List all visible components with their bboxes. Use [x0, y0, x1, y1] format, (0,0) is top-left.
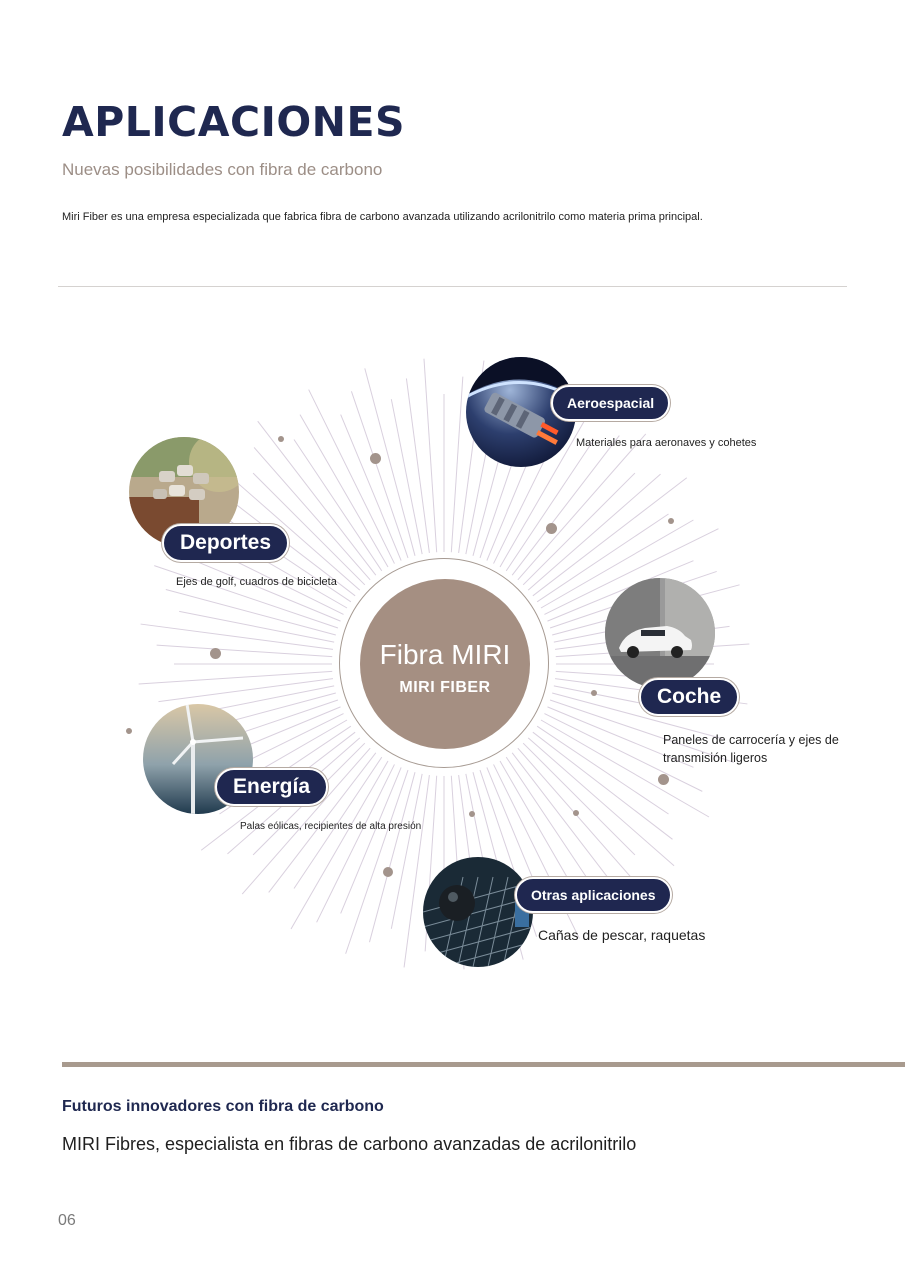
ray-line — [341, 767, 401, 913]
ray-line — [341, 415, 401, 561]
decor-dot — [278, 436, 284, 442]
application-description-aeroespacial: Materiales para aeronaves y cohetes — [576, 437, 757, 449]
decor-dot — [668, 518, 674, 524]
divider — [58, 286, 847, 287]
footer-text: MIRI Fibres, especialista en fibras de carbono avanzadas de acrilonitrilo — [62, 1134, 637, 1154]
application-label-coche: Coche — [639, 678, 739, 716]
hub-title: Fibra MIRI — [379, 639, 511, 670]
decor-dot — [573, 810, 579, 816]
hub-subtitle: MIRI FIBER — [399, 679, 491, 696]
decor-dot — [210, 648, 221, 659]
application-label-otras: Otras aplicaciones — [515, 877, 672, 913]
application-description-energia: Palas eólicas, recipientes de alta presión — [240, 821, 422, 832]
ray-line — [451, 377, 463, 553]
decor-dot — [370, 453, 381, 464]
page-title: APLICACIONES — [62, 98, 406, 146]
ray-line — [195, 561, 341, 621]
application-description-coche: Paneles de carrocería y ejes de transmisión ligeros — [663, 733, 839, 765]
decor-dot — [126, 728, 132, 734]
intro-text: Miri Fiber es una empresa especializada que fabrica fibra de carbono avanzada utilizando acrilonitrilo como materia prima principal. — [62, 211, 703, 223]
tennis-racket-photo — [423, 857, 533, 967]
ray-line — [166, 589, 336, 635]
decor-dot — [383, 867, 393, 877]
decor-dot — [546, 523, 557, 534]
ray-line — [537, 726, 668, 814]
white-car-photo — [605, 578, 715, 688]
ray-line — [300, 415, 388, 567]
applications-diagram — [0, 300, 905, 1040]
decor-dot — [658, 774, 669, 785]
decor-dot — [469, 811, 475, 817]
page-subtitle: Nuevas posibilidades con fibra de carbono — [62, 160, 383, 179]
ray-line — [294, 440, 382, 571]
ray-line — [369, 772, 415, 942]
footer-divider — [62, 1062, 905, 1067]
ray-line — [158, 679, 332, 702]
ray-line — [506, 757, 594, 888]
decor-dot — [591, 690, 597, 696]
ray-line — [523, 473, 635, 585]
application-label-aeroespacial: Aeroespacial — [551, 385, 670, 421]
page-number: 06 — [58, 1212, 76, 1229]
hub-circle — [360, 579, 530, 749]
ray-line — [523, 743, 635, 855]
ray-line — [391, 399, 422, 554]
ray-line — [157, 645, 333, 657]
ray-line — [406, 378, 429, 552]
application-description-otras: Cañas de pescar, raquetas — [538, 927, 706, 943]
footer-heading: Futuros innovadores con fibra de carbono — [62, 1098, 384, 1115]
ray-line — [391, 774, 422, 929]
ray-line — [309, 390, 395, 564]
application-label-deportes: Deportes — [162, 524, 289, 562]
application-description-deportes: Ejes de golf, cuadros de bicicleta — [176, 576, 337, 588]
ray-line — [179, 611, 334, 642]
application-label-energia: Energía — [215, 768, 328, 806]
